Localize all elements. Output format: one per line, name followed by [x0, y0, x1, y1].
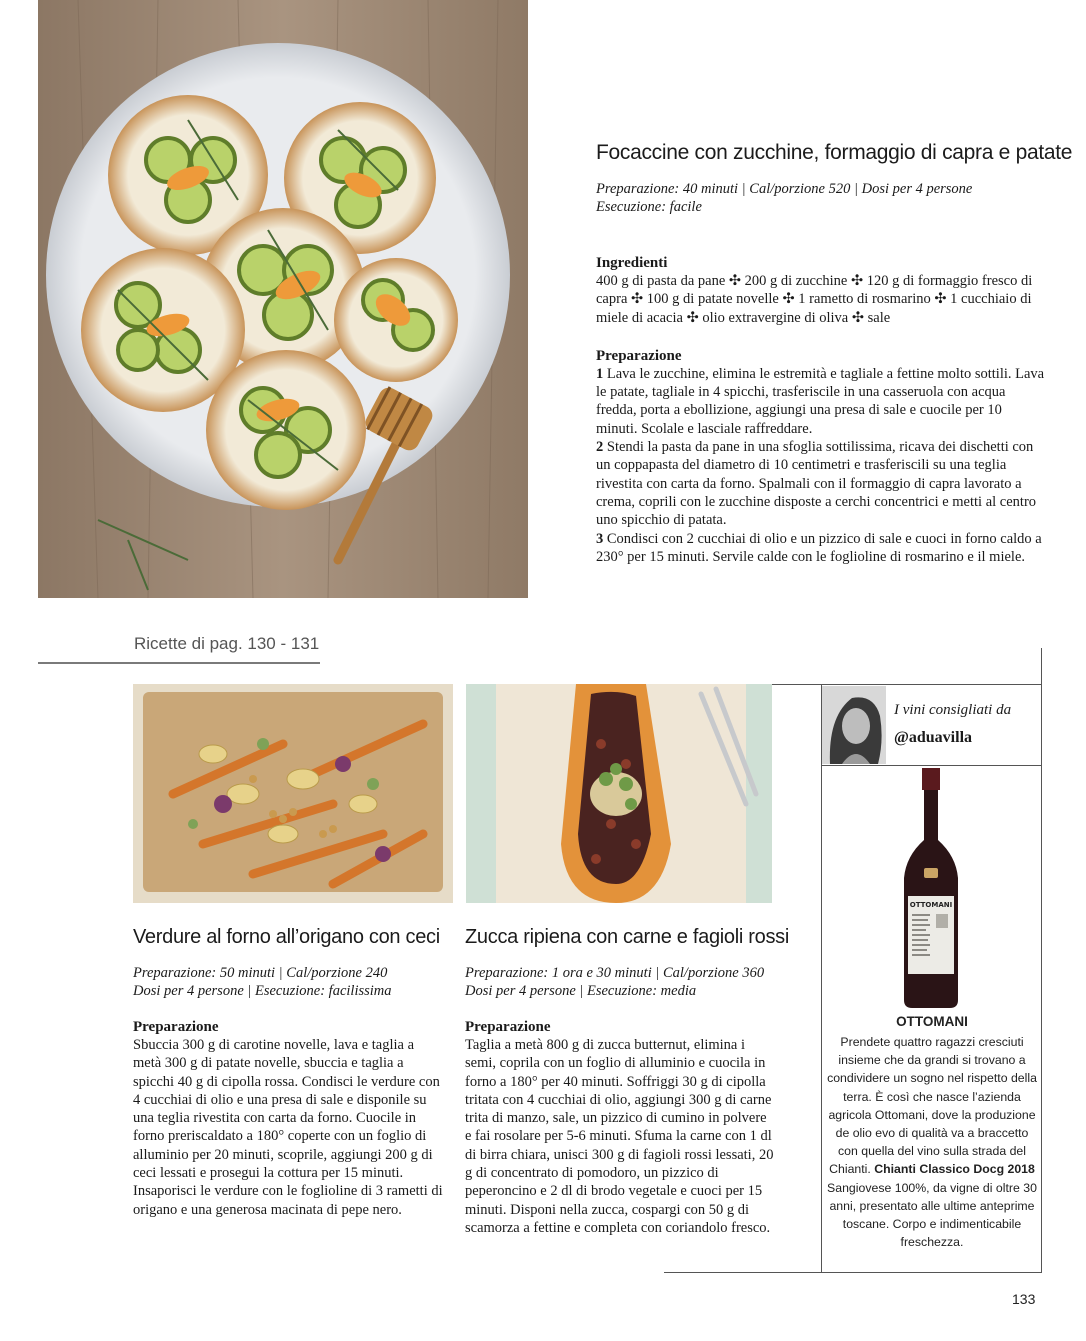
focaccine-photo	[38, 0, 528, 598]
preparation-heading: Preparazione	[465, 1019, 551, 1035]
wine-highlight: Chianti Classico Docg 2018	[874, 1162, 1035, 1177]
ingredients-text: 400 g di pasta da pane ✣ 200 g di zucchine ✣ 120 g di formaggio fresco di capra ✣ 100 g di patate novelle ✣ 1 rametto di rosmarino ✣ 1 cucchiaio di miele di acacia ✣ olio extravergine di oliva ✣ sale	[596, 273, 1033, 326]
section-label: Ricette di pag. 130 - 131	[134, 634, 320, 653]
wine-handle: @aduavilla	[894, 729, 973, 746]
preparation-steps	[596, 365, 1046, 566]
recipe-title: Zucca ripiena con carne e fagioli rossi	[465, 926, 790, 948]
wine-box-border	[821, 684, 822, 1272]
recipe-meta-line: Dosi per 4 persone | Esecuzione: facilissima	[133, 983, 392, 999]
wine-box-border	[664, 1272, 1042, 1273]
verdure-recipe	[133, 924, 443, 1219]
recipe-meta-line: Esecuzione: facile	[596, 199, 702, 215]
zucca-photo	[466, 684, 772, 903]
section-divider	[38, 662, 320, 664]
wine-description-text: Sangiovese 100%, da vigne di oltre 30 anni, presentato alle ultime anteprime toscane. Corpo e indimenticabile freschezza.	[827, 1180, 1037, 1250]
page-number: 133	[1012, 1291, 1036, 1307]
wine-intro-text: I vini consigliati da	[894, 702, 1012, 718]
preparation-text: Taglia a metà 800 g di zucca butternut, elimina i semi, coprila con un foglio di alluminio e cuocila in forno a 180° per 40 minuti. Soffriggi 30 g di cipolla tritata con 4 cucchiai di olio, aggiungi 300 g di carne trita di manzo, sale, un pizzico di cumino in polvere e fai rosolare per 5-6 minuti. Sfuma la carne con 1 dl di birra chiara, unisci 300 g di fagioli rossi lessati, 20 g di concentrato di pomodoro, un pizzico di peperoncino e 2 dl di brodo vegetale e cuoci per 15 minuti. Disponi nella zucca, cospargi con 50 g di scamorza a fettine e completa con coriandolo fresco.	[465, 1037, 774, 1236]
wine-bottle-image	[900, 768, 962, 1008]
wine-box-border	[821, 765, 1042, 766]
step-text: Condisci con 2 cucchiai di olio e un pizzico di sale e cuoci in forno caldo a 230° per 15 minuti. Servile calde con le foglioline di rosmarino e il miele.	[596, 530, 1042, 565]
recipe-meta	[465, 964, 775, 1000]
recipe-meta-line: Preparazione: 1 ora e 30 minuti | Cal/porzione 360	[465, 965, 765, 981]
recipe-meta	[133, 964, 443, 1000]
preparation-heading: Preparazione	[596, 347, 682, 364]
preparation-step	[596, 530, 1046, 567]
preparation-step	[596, 438, 1046, 529]
recipe-title: Focaccine con zucchine, formaggio di capra e patate	[596, 141, 1073, 164]
recipe-title: Verdure al forno all’origano con ceci	[133, 926, 440, 948]
wine-label-text: OTTOMANI	[909, 901, 953, 909]
step-number: 2	[596, 439, 604, 456]
recipe-meta-line: Preparazione: 40 minuti | Cal/porzione 520 | Dosi per 4 persone	[596, 181, 973, 197]
wine-intro	[894, 700, 1044, 750]
ingredients-heading: Ingredienti	[596, 255, 668, 271]
preparation-text: Sbuccia 300 g di carotine novelle, lava e taglia a metà 300 g di patate novelle, sbuccia e taglia a spicchi 40 g di cipolla rossa. Condisci le verdure con 4 cucchiai di olio e una presa di sale e disponile su una teglia rivestita con carta da forno. Cuocile in forno preriscaldato a 180° coperte con un foglio di alluminio per 20 minuti, scoprile, aggiungi 200 g di ceci lessati e prosegui la cottura per 15 minuti. Insaporisci le verdure con le foglioline di 3 rametti di origano e una generosa macinata di pepe nero.	[133, 1037, 443, 1218]
recipe-meta	[596, 180, 1046, 216]
recipe-meta-line: Dosi per 4 persone | Esecuzione: media	[465, 983, 697, 999]
wine-description	[826, 1033, 1038, 1251]
wine-description-text: Prendete quattro ragazzi cresciuti insieme che da grandi si trovano a condividere un sogno nel rispetto della terra. È così che nasce l’azienda agricola Ottomani, dove la produzione de olio evo di qualità va a braccetto con quella del vino sulla strada del Chianti.	[827, 1035, 1037, 1177]
zucca-recipe	[465, 924, 790, 1237]
verdure-photo	[133, 684, 453, 903]
step-number: 3	[596, 530, 604, 547]
preparation-step	[596, 365, 1046, 438]
step-number: 1	[596, 365, 604, 382]
avatar	[822, 686, 886, 764]
step-text: Lava le zucchine, elimina le estremità e tagliale a fettine molto sottili. Lava le patate, tagliale in 4 spicchi, trasferiscile in una casseruola con acqua fredda, porta a ebollizione, aggiungi una presa di sale e cuocile per 10 minuti. Scolale e lasciale raffreddare.	[596, 365, 1045, 437]
step-text: Stendi la pasta da pane in una sfoglia sottilissima, ricava dei dischetti con un coppapasta del diametro di 10 centimetri e trasferiscili su una teglia rivestita con carta da forno. Spalmali con il formaggio di capra lavorato a crema, coprili con le zucchine disposte a cerchi concentrici e metti al centro uno spicchio di patata.	[596, 439, 1037, 529]
wine-box-border	[772, 684, 1042, 685]
focaccine-recipe	[596, 140, 1073, 566]
recipe-meta-line: Preparazione: 50 minuti | Cal/porzione 240	[133, 965, 388, 981]
wine-name: OTTOMANI	[896, 1014, 968, 1029]
preparation-heading: Preparazione	[133, 1019, 219, 1035]
